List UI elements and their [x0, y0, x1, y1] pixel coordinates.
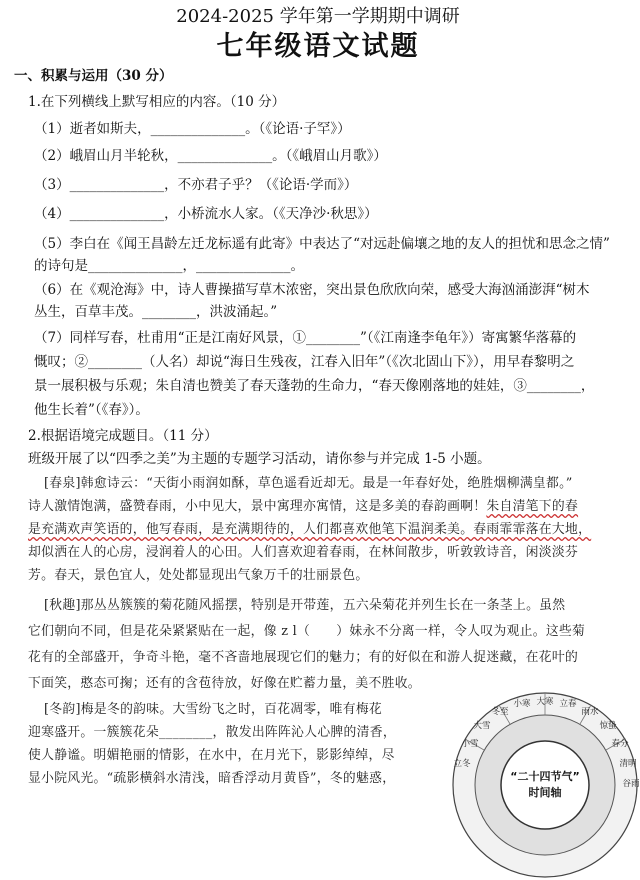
spring-para-line3: 是充满欢声笑语的，他写春雨，是充满期待的，人们都喜欢他笔下温润柔美。春雨霏霏落在大地， [28, 522, 592, 537]
autumn-para-line1: [秋趣]那丛丛簇簇的菊花随风摇摆，特别是开带莲，五六朵菊花并列生长在一条茎上。虽然 [44, 598, 566, 613]
winter-para-line2: 迎寒盛开。一簇簇花朵________，散发出阵阵沁人心脾的清香， [28, 725, 396, 740]
term-dahan: 大寒 [536, 697, 554, 707]
q1-item-1: （1）逝者如斯夫，______________。（《论语·子罕》） [34, 121, 351, 137]
term-lidong: 立冬 [453, 759, 471, 769]
wheel-center-subtitle: 时间轴 [528, 786, 562, 799]
q1-item-5-line2: 的诗句是______________，______________。 [34, 258, 304, 274]
exam-subtitle: 七年级语文试题 [216, 31, 420, 62]
q1-item-6-line1: （6）在《观沧海》中，诗人曹操描写草木浓密，突出景色欣欣向荣，感受大海汹涌澎湃“树木 [34, 282, 590, 298]
spring-para-line4: 却似洒在人的心房，浸润着人的心田。人们喜欢迎着春雨，在林间散步，听敦敦诗音，闲淡淡芬 [28, 545, 579, 560]
question-2-intro: 班级开展了以“四季之美”为主题的专题学习活动，请你参与并完成 1-5 小题。 [28, 451, 491, 467]
q1-item-6-line2: 丛生，百草丰茂。________，洪波涌起。” [34, 304, 278, 320]
winter-para-line3: 使人静谧。明媚艳丽的情影，在水中，在月光下，影影绰绰，尽 [28, 748, 395, 763]
q1-item-2: （2）峨眉山月半轮秋，______________。（《峨眉山月歌》） [34, 148, 387, 164]
spring-para-line1: [春泉]韩愈诗云：“天街小雨润如酥，草色遥看近却无。最是一年春好处，绝胜烟柳满皇都。” [44, 476, 573, 491]
spring-para-line5: 芳。春天，景色宜人，处处都显现出气象万千的壮丽景色。 [28, 568, 369, 583]
question-1-stem: 1.在下列横线上默写相应的内容。（10 分） [28, 94, 286, 110]
term-guyu: 谷雨 [622, 779, 640, 789]
q1-item-7-line3: 景一展积极与乐观；朱自清也赞美了春天蓬勃的生命力，“春天像刚落地的娃娃，③________， [34, 378, 595, 394]
autumn-para-line4: 下面笑，憨态可掬；还有的含苞待放，好像在贮蓄力量，美不胜收。 [28, 676, 421, 691]
q1-item-7-line1: （7）同样写春，杜甫用“正是江南好风景，①________”（《江南逢李龟年》）寄寓繁华落幕的 [34, 330, 577, 346]
term-jingzhe: 惊蛰 [599, 721, 617, 731]
exam-title: 2024-2025 学年第一学期期中调研 [176, 6, 460, 27]
term-dongzhi: 冬至 [491, 707, 509, 717]
term-xiaoxue: 小雪 [461, 739, 479, 749]
term-lichun: 立春 [559, 699, 577, 709]
solar-terms-wheel [450, 690, 640, 880]
q1-item-5-line1: （5）李白在《闻王昌龄左迁龙标遥有此寄》中表达了“对远赴偏壤之地的友人的担忧和思念之情” [34, 236, 610, 252]
winter-para-line1: [冬韵]梅是冬的韵味。大雪纷飞之时，百花凋零，唯有梅花 [44, 702, 383, 717]
term-daxue: 大雪 [473, 721, 491, 731]
spring-para-line2: 诗人激情饱满，盛赞春雨，小中见大，景中寓理亦寓情，这是多美的春韵画啊！朱自清笔下的春 [28, 499, 579, 514]
term-yushui: 雨水 [581, 707, 599, 717]
q1-item-7-line4: 他生长着”（《春》）。 [34, 402, 149, 418]
term-qingming: 清明 [619, 759, 637, 769]
wheel-center-title: “二十四节气” [510, 770, 580, 783]
section-heading: 一、积累与运用（30 分） [14, 68, 173, 84]
q1-item-3: （3）______________，不亦君子乎？（《论语·学而》） [34, 177, 358, 193]
q1-item-4: （4）______________，小桥流水人家。（《天净沙·秋思》） [34, 206, 378, 222]
question-2-stem: 2.根据语境完成题目。（11 分） [28, 428, 218, 444]
term-xiaohan: 小寒 [513, 699, 531, 709]
q1-item-7-line2: 慨叹；②________（人名）却说“海日生残夜，江春入旧年”（《次北固山下》），用早春黎明之 [34, 354, 575, 370]
autumn-para-line2: 它们朝向不同，但是花朵紧紧贴在一起，像 z l（ ）妹永不分离一样，令人叹为观止。这些菊 [28, 624, 586, 639]
winter-para-line4: 显小院风光。“疏影横斜水清浅，暗香浮动月黄昏”，冬的魅惑， [28, 771, 396, 786]
term-chunfen: 春分 [611, 739, 629, 749]
spring-wavy-text: 朱自清笔下的春 [486, 499, 579, 514]
autumn-para-line3: 花有的全部盛开，争奇斗艳，毫不吝啬地展现它们的魅力；有的好似在和游人捉迷藏，在花叶的 [28, 650, 579, 665]
